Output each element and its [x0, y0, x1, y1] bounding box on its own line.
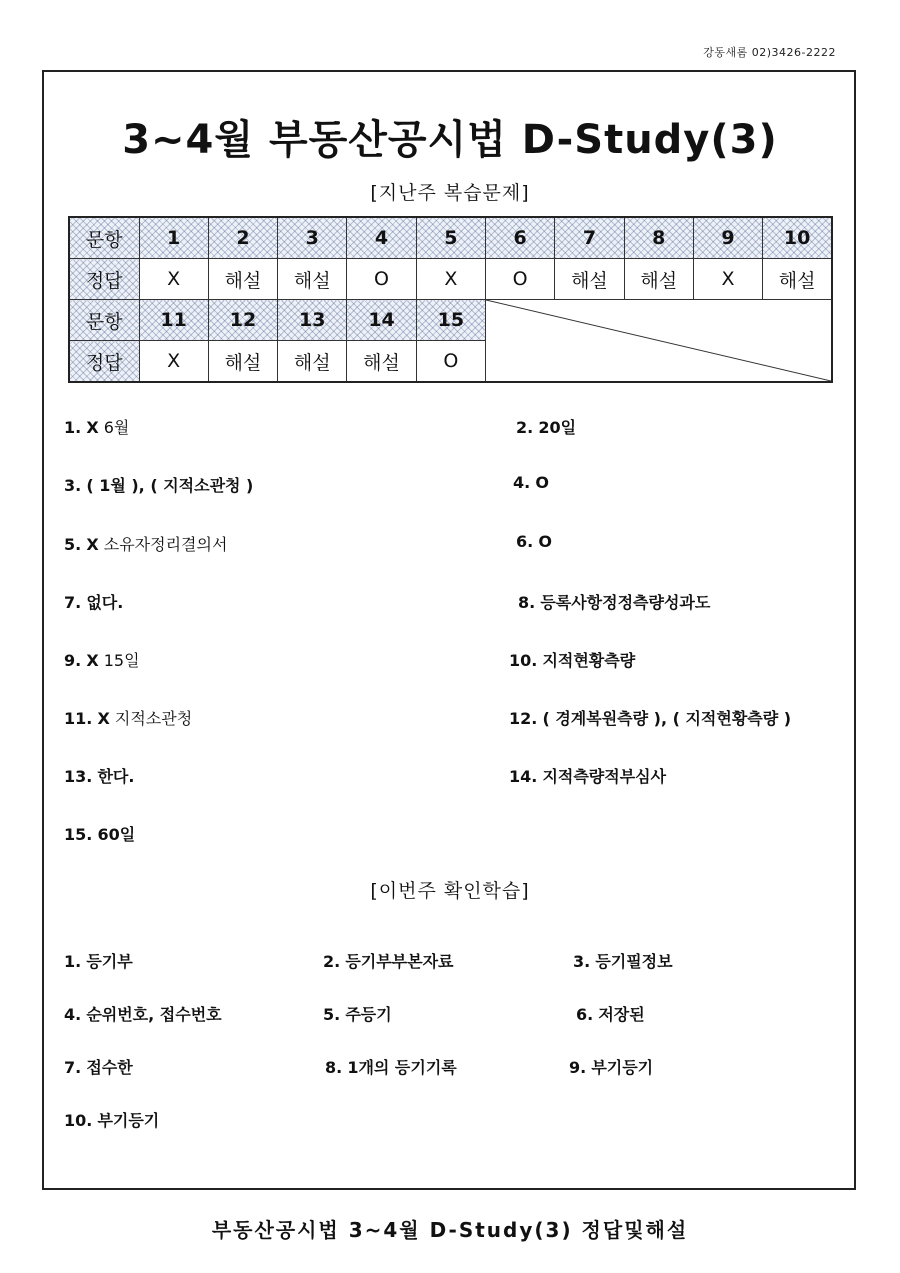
answer-cell: X [693, 259, 762, 300]
question-number: 3 [278, 217, 347, 259]
review-item-10: 10. 지적현황측량 [509, 651, 636, 670]
question-label: 문항 [69, 300, 139, 341]
answer-cell: X [139, 341, 208, 383]
answer-cell: 해설 [555, 259, 624, 300]
question-number: 12 [208, 300, 277, 341]
question-number: 7 [555, 217, 624, 259]
question-label: 문항 [69, 217, 139, 259]
contact-info: 강동새롬 02)3426-2222 [703, 46, 836, 59]
review-item-2: 2. 20일 [516, 418, 577, 437]
check-item-8: 8. 1개의 등기기록 [325, 1058, 457, 1077]
answer-cell: O [347, 259, 416, 300]
table-row-numbers-1 [69, 217, 832, 259]
answer-cell: 해설 [624, 259, 693, 300]
check-item-4: 4. 순위번호, 접수번호 [64, 1005, 222, 1024]
check-item-1: 1. 등기부 [64, 952, 133, 971]
check-item-2: 2. 등기부부본자료 [323, 952, 454, 971]
answer-cell: 해설 [278, 341, 347, 383]
answer-cell: O [416, 341, 485, 383]
answer-cell: X [416, 259, 485, 300]
table-row-answers-1 [69, 259, 832, 300]
table-row-numbers-2 [69, 300, 832, 341]
review-item-13: 13. 한다. [64, 767, 135, 786]
question-number: 11 [139, 300, 208, 341]
answer-cell: X [139, 259, 208, 300]
question-number: 4 [347, 217, 416, 259]
question-number: 6 [485, 217, 554, 259]
answer-cell: 해설 [347, 341, 416, 383]
review-item-4: 4. O [513, 473, 549, 492]
review-item-1: 1. X 6월 [64, 418, 130, 437]
check-item-7: 7. 접수한 [64, 1058, 133, 1077]
review-item-9: 9. X 15일 [64, 651, 140, 670]
question-number: 10 [763, 217, 832, 259]
review-item-5: 5. X 소유자정리결의서 [64, 535, 228, 554]
answer-label: 정답 [69, 341, 139, 383]
answer-cell: 해설 [208, 341, 277, 383]
check-item-6: 6. 저장된 [576, 1005, 645, 1024]
check-item-5: 5. 주등기 [323, 1005, 392, 1024]
review-item-8: 8. 등록사항정정측량성과도 [518, 593, 711, 612]
check-item-9: 9. 부기등기 [569, 1058, 654, 1077]
review-item-6: 6. O [516, 532, 552, 551]
review-item-11: 11. X 지적소관청 [64, 709, 193, 728]
footer-title: 부동산공시법 3~4월 D-Study(3) 정답및해설 [211, 1218, 689, 1242]
page-title: 3~4월 부동산공시법 D-Study(3) [122, 117, 778, 163]
empty-diagonal-cell [485, 300, 832, 383]
question-number: 13 [278, 300, 347, 341]
question-number: 15 [416, 300, 485, 341]
review-item-15: 15. 60일 [64, 825, 136, 844]
question-number: 9 [693, 217, 762, 259]
check-item-3: 3. 등기필정보 [573, 952, 673, 971]
question-number: 5 [416, 217, 485, 259]
question-number: 8 [624, 217, 693, 259]
check-heading: [이번주 확인학습] [370, 880, 530, 902]
answer-table [68, 216, 833, 383]
answer-cell: 해설 [278, 259, 347, 300]
check-item-10: 10. 부기등기 [64, 1111, 160, 1130]
question-number: 1 [139, 217, 208, 259]
review-item-12: 12. ( 경계복원측량 ), ( 지적현황측량 ) [509, 709, 792, 728]
review-heading: [지난주 복습문제] [370, 182, 530, 204]
answer-cell: 해설 [208, 259, 277, 300]
answer-cell: O [485, 259, 554, 300]
question-number: 14 [347, 300, 416, 341]
review-item-7: 7. 없다. [64, 593, 124, 612]
question-number: 2 [208, 217, 277, 259]
answer-cell: 해설 [763, 259, 832, 300]
review-item-3: 3. ( 1월 ), ( 지적소관청 ) [64, 476, 254, 495]
answer-label: 정답 [69, 259, 139, 300]
diagonal-line [486, 300, 831, 381]
review-item-14: 14. 지적측량적부심사 [509, 767, 667, 786]
